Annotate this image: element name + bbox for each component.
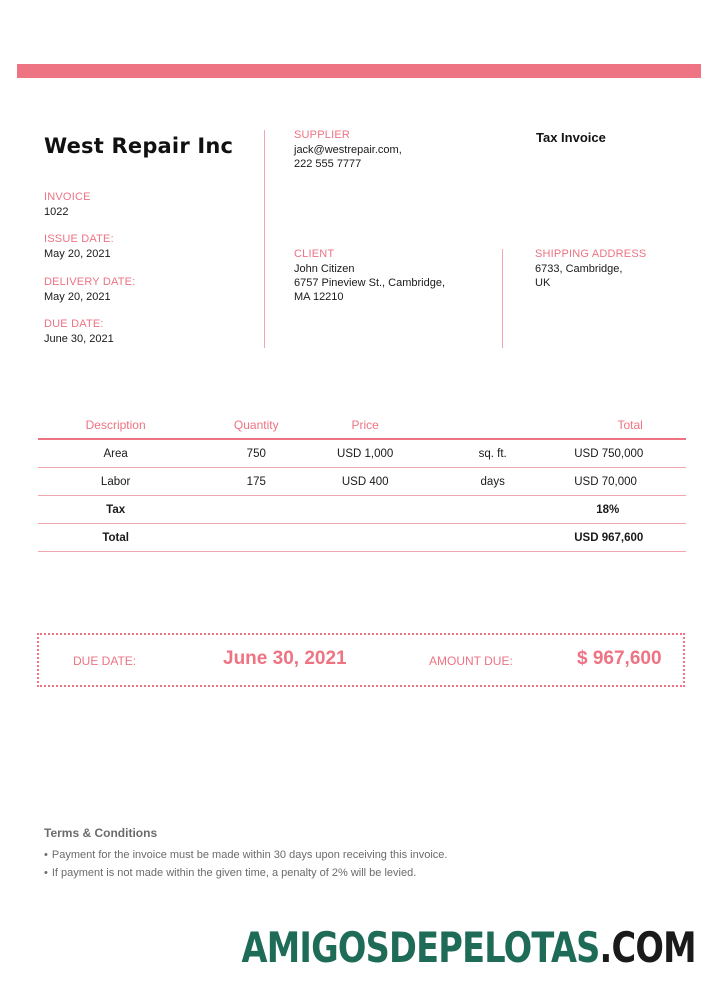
due-date-label: DUE DATE: xyxy=(44,318,104,330)
header-divider-right xyxy=(502,249,503,348)
client-city: MA 12210 xyxy=(294,291,344,303)
terms-item-text: Payment for the invoice must be made within 30 days upon receiving this invoice. xyxy=(51,849,448,861)
header-divider-left xyxy=(264,130,265,348)
due-date-field xyxy=(44,318,114,346)
table-header-row xyxy=(38,412,686,439)
row-unit: sq. ft. xyxy=(411,439,574,468)
delivery-date-value: May 20, 2021 xyxy=(44,291,111,303)
row-price: USD 1,000 xyxy=(319,439,411,468)
shipping-line-2: UK xyxy=(535,277,551,289)
row-quantity xyxy=(193,496,319,524)
header-price: Price xyxy=(319,412,411,439)
due-date-value: June 30, 2021 xyxy=(44,333,114,345)
shipping-label: SHIPPING ADDRESS xyxy=(535,248,647,260)
summary-amount-due-label: AMOUNT DUE: xyxy=(429,654,513,668)
row-price xyxy=(319,496,411,524)
table-row xyxy=(38,468,686,496)
shipping-line-1: 6733, Cambridge, xyxy=(535,263,623,275)
bullet-icon: • xyxy=(44,849,48,861)
delivery-date-label: DELIVERY DATE: xyxy=(44,276,136,288)
row-price: USD 400 xyxy=(319,468,411,496)
summary-amount-due-value: $ 967,600 xyxy=(577,648,662,669)
shipping-block xyxy=(535,248,646,290)
watermark-tld: .COM xyxy=(599,923,696,972)
terms-item-text: If payment is not made within the given time, a penalty of 2% will be levied. xyxy=(51,867,417,879)
row-quantity xyxy=(193,524,319,552)
table-row xyxy=(38,524,686,552)
header-accent-bar xyxy=(17,64,701,78)
line-items-table xyxy=(38,412,686,552)
client-street: 6757 Pineview St., Cambridge, xyxy=(294,277,446,289)
table-row xyxy=(38,496,686,524)
document-type: Tax Invoice xyxy=(536,130,606,145)
header-quantity: Quantity xyxy=(193,412,319,439)
row-quantity: 175 xyxy=(193,468,319,496)
header-total: Total xyxy=(574,412,686,439)
issue-date-field xyxy=(44,233,114,261)
row-total: USD 70,000 xyxy=(574,468,686,496)
supplier-email: jack@westrepair.com, xyxy=(294,144,402,156)
summary-due-date-value: June 30, 2021 xyxy=(223,648,347,669)
row-description: Total xyxy=(38,524,193,552)
header-unit xyxy=(411,412,574,439)
issue-date-value: May 20, 2021 xyxy=(44,248,111,260)
row-description: Area xyxy=(38,439,193,468)
row-description: Tax xyxy=(38,496,193,524)
row-quantity: 750 xyxy=(193,439,319,468)
client-block xyxy=(294,248,445,304)
site-watermark xyxy=(242,923,696,972)
terms-title: Terms & Conditions xyxy=(44,826,158,840)
summary-due-date-label: DUE DATE: xyxy=(73,654,137,668)
supplier-phone: 222 555 7777 xyxy=(294,158,362,170)
row-unit xyxy=(411,496,574,524)
invoice-number-label: INVOICE xyxy=(44,191,91,203)
supplier-label: SUPPLIER xyxy=(294,129,351,141)
client-name: John Citizen xyxy=(294,263,355,275)
row-description: Labor xyxy=(38,468,193,496)
company-name: West Repair Inc xyxy=(44,134,234,158)
row-total: USD 967,600 xyxy=(574,524,686,552)
row-price xyxy=(319,524,411,552)
row-total: 18% xyxy=(574,496,686,524)
watermark-main: AMIGOSDEPELOTAS xyxy=(241,923,600,972)
amount-due-summary xyxy=(37,633,685,687)
client-label: CLIENT xyxy=(294,248,335,260)
bullet-icon: • xyxy=(44,867,48,879)
terms-item xyxy=(44,864,664,882)
supplier-block xyxy=(294,129,402,171)
row-total: USD 750,000 xyxy=(574,439,686,468)
header-description: Description xyxy=(38,412,193,439)
row-unit xyxy=(411,524,574,552)
invoice-number-value: 1022 xyxy=(44,206,69,218)
issue-date-label: ISSUE DATE: xyxy=(44,233,114,245)
terms-item xyxy=(44,846,664,864)
invoice-number-field xyxy=(44,191,91,219)
terms-and-conditions xyxy=(44,826,664,882)
delivery-date-field xyxy=(44,276,135,304)
table-row xyxy=(38,439,686,468)
row-unit: days xyxy=(411,468,574,496)
